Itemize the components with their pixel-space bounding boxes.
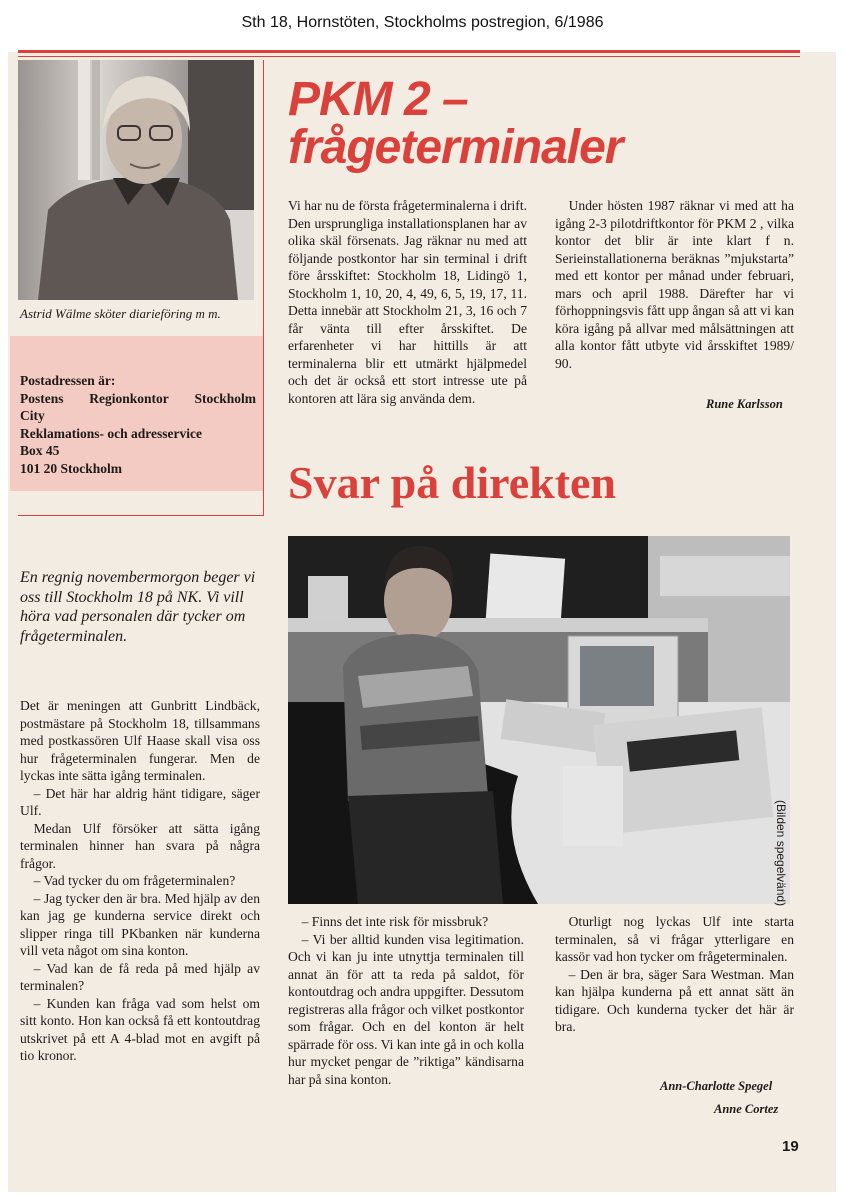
top-rule	[18, 50, 800, 53]
address-line: City	[20, 408, 45, 423]
paragraph: – Kunden kan fråga vad som helst om sitt konto. Hon kan också få ett kontoutdrag utskrivet på ett A 4-blad mot en avgift på tio kronor.	[20, 995, 260, 1063]
column-divider	[263, 60, 264, 515]
article1-headline	[288, 73, 623, 174]
article2-headline: Svar på direkten	[288, 457, 617, 508]
address-line: Box 45	[20, 443, 60, 458]
paragraph: Medan Ulf försöker att sätta igång terminalen hinner han svara på några frågor.	[20, 820, 260, 871]
address-word: Postens	[20, 390, 64, 406]
photo-note: (Bilden spegelvänd)	[774, 800, 788, 907]
address-line: Reklamations- och adresservice	[20, 425, 202, 441]
portrait-photo	[18, 60, 254, 300]
article2-lead: En regnig novembermorgon beger vi oss till Stockholm 18 på NK. Vi vill höra vad personalen där tycker om frågeterminalen.	[20, 569, 256, 645]
terminal-photo	[288, 536, 790, 907]
address-line	[20, 390, 256, 408]
address-word: Stockholm	[194, 390, 256, 406]
paragraph: – Vad tycker du om frågeterminalen?	[33, 873, 236, 888]
archive-caption: Sth 18, Hornstöten, Stockholms postregion, 6/1986	[241, 14, 604, 31]
article2-column-1	[20, 697, 260, 1065]
address-line: Postadressen är:	[20, 373, 116, 388]
article2-column-3	[555, 913, 794, 1036]
paragraph: Det är meningen att Gunbritt Lindbäck, postmästare på Stockholm 18, tillsammans med postkassören Ulf Haase skall visa oss hur frågeterminalen fungerar. Men de lyckas inte sätta igång terminalen.	[20, 698, 260, 783]
paragraph: – Det här har aldrig hänt tidigare, säger Ulf.	[20, 785, 260, 818]
paragraph: Under hösten 1987 räknar vi med att ha igång 2-3 pilotdriftkontor för PKM 2 , vilka kontor det blir är inte klart f n. Serieinstallationerna beräknas ”mjukstarta” med ett kontor per månad under februari, mars och april 1988. Därefter har vi förhoppningsvis fått upp ångan så att vi kan köra igång på allvar med målsättningen att alla kontor fått utbyte vid årsskiftet 1989/ 90.	[555, 198, 794, 371]
headline-line: frågeterminaler	[288, 121, 623, 174]
article2-column-2	[288, 913, 524, 1088]
paragraph: – Finns det inte risk för missbruk?	[301, 914, 489, 929]
address-line: 101 20 Stockholm	[20, 460, 123, 476]
article2-author-2: Anne Cortez	[714, 1102, 779, 1116]
paragraph: – Vad kan de få reda på med hjälp av terminalen?	[20, 960, 260, 993]
page-number: 19	[782, 1138, 799, 1155]
address-block	[20, 372, 256, 477]
paragraph: – Vi ber alltid kunden visa legitimation. Och vi kan ju inte utnyttja terminalen till annat än för att ta reda på saldot, för kontoutdrag och andra uppgifter. Dessutom registreras alla frågor och vilket postkontor som frågar. Och en del konton är helt spärrade för oss. Vi kan inte gå in och kolla hur mycket pengar de ”riktiga” kändisarna har på sina konton.	[288, 931, 525, 1087]
paragraph: – Jag tycker den är bra. Med hjälp av den kan jag ge kunderna service direkt och slipper ringa till PKbanken när kunderna vill veta något om sina konton.	[20, 890, 260, 958]
address-word: Regionkontor	[89, 390, 169, 406]
paragraph: Oturligt nog lyckas Ulf inte starta terminalen, så vi frågar ytterligare en kassör vad hon tycker om frågeterminalen.	[555, 914, 794, 964]
article1-author: Rune Karlsson	[706, 397, 783, 411]
section-divider	[18, 515, 264, 516]
paragraph: Vi har nu de första frågeterminalerna i drift. Den ursprungliga installationsplanen har av olika skäl försenats. Jag räknar nu med att följande postkontor har sin terminal i drift före årsskiftet: Stockholm 18, Lidingö 1, Stockholm 1, 10, 20, 4, 49, 6, 5, 19, 17, 11. Detta innebär att Stockholm 21, 3, 16 och 7 får vänta till efter årsskiftet. De erfarenheter vi har hittills är att terminalerna blir ett utmärkt hjälpmedel och det är också ett stort intresse ute på kontoren att lära sig använda dem.	[288, 198, 527, 406]
article1-column-2	[555, 197, 794, 372]
paragraph: – Den är bra, säger Sara Westman. Man kan hjälpa kunderna på ett annat sätt än tidigare. Och kunderna tycker det här är bra.	[555, 966, 794, 1034]
top-rule-thin	[18, 56, 800, 57]
article1-column-1	[288, 197, 527, 407]
headline-line: PKM 2 –	[288, 73, 468, 126]
article2-author-1: Ann-Charlotte Spegel	[660, 1079, 773, 1093]
photo1-caption: Astrid Wälme sköter diarieföring m m.	[20, 306, 221, 321]
